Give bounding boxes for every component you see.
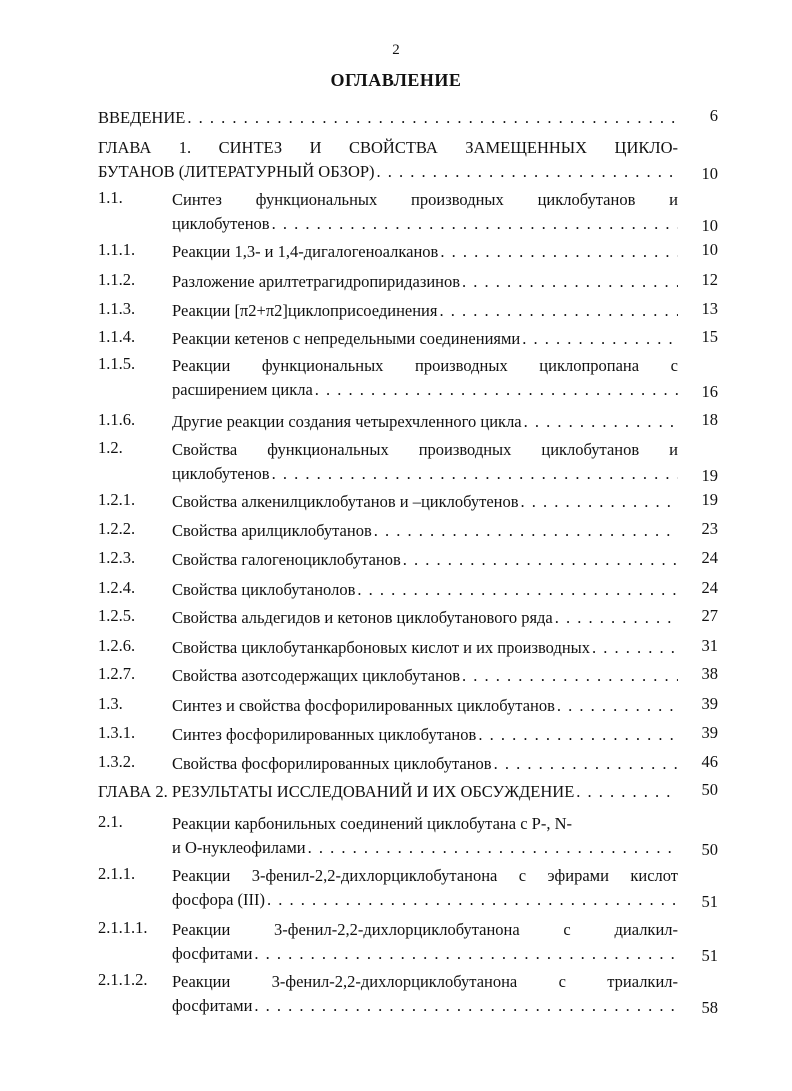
toc-entry-title: Свойства галогеноциклобутанов . . . [172,548,678,572]
toc-entry-page: 10 [701,216,718,235]
toc-entry-number: 1.1.2. [98,270,136,289]
toc-entry-number: 1.3.1. [98,723,136,742]
toc-entry-page: 6 [709,106,718,125]
toc-entry-title: фосфитами . . . [172,942,678,966]
toc-entry-number: 1.1.6. [98,410,136,429]
toc-entry-number: 1.1.3. [98,299,136,318]
toc-entry-page: 58 [701,998,718,1017]
dot-leader [576,780,678,804]
toc-entry-page: 15 [701,327,718,346]
toc-entry-title: Свойства фосфорилированных циклобутанов . . . [172,752,678,776]
dot-leader [439,299,678,323]
toc-entry-page: 10 [701,240,718,259]
toc-entry-number: 1.2.6. [98,636,136,655]
dot-leader [403,548,678,572]
toc-entry-title: Реакции 1,3- и 1,4-дигалогеноалканов . . . [172,240,678,264]
dot-leader [308,836,678,860]
toc-entry-number: 1.2.4. [98,578,136,597]
toc-entry-title: Реакции 3-фенил-2,2-дихлорциклобутанона с эфирами кислот [172,866,678,885]
toc-entry-number: 2.1.1. [98,864,136,883]
toc-entry-title: Синтез фосфорилированных циклобутанов . . . [172,723,678,747]
dot-leader [462,270,678,294]
toc-entry-title: фосфитами . . . [172,994,678,1018]
toc-entry-page: 50 [701,840,718,859]
dot-leader [187,106,678,130]
toc-entry-number: 1.2.7. [98,664,136,683]
toc-entry-title: Свойства азотсодержащих циклобутанов . . . [172,664,678,688]
dot-leader [521,490,678,514]
toc-entry-number: 1.1.5. [98,354,136,373]
toc-entry-title: фосфора (III) . . . [172,888,678,912]
toc-entry-number: 1.3.2. [98,752,136,771]
dot-leader [254,942,678,966]
toc-entry-page: 18 [701,410,718,429]
dot-leader [592,636,678,660]
dot-leader [315,378,678,402]
toc-entry-page: 19 [701,466,718,485]
toc-entry-page: 13 [701,299,718,318]
toc-entry-page: 50 [701,780,718,799]
dot-leader [522,327,678,351]
toc-entry-page: 16 [701,382,718,401]
dot-leader [440,240,678,264]
toc-entry-title: Реакции функциональных производных циклопропана с [172,356,678,375]
dot-leader [524,410,678,434]
toc-entry-title: ГЛАВА 1. СИНТЕЗ И СВОЙСТВА ЗАМЕЩЕННЫХ ЦИКЛО- [98,138,678,157]
toc-entry-page: 38 [701,664,718,683]
toc-entry-page: 39 [701,723,718,742]
toc-entry-title: Разложение арилтетрагидропиридазинов . . . [172,270,678,294]
toc-entry-title: Свойства арилциклобутанов . . . [172,519,678,543]
toc-entry-number: 1.2.5. [98,606,136,625]
toc-entry-title: Реакции 3-фенил-2,2-дихлорциклобутанона с диалкил- [172,920,678,939]
toc-entry-page: 31 [701,636,718,655]
dot-leader [272,462,678,486]
toc-entry-page: 23 [701,519,718,538]
toc-entry-number: 2.1.1.2. [98,970,148,989]
toc-entry-title: циклобутенов . . . [172,212,678,236]
toc-entry-title: Свойства алкенилциклобутанов и –циклобутенов . . . [172,490,678,514]
toc-entry-title: Синтез и свойства фосфорилированных циклобутанов . . . [172,694,678,718]
toc-entry-title: циклобутенов . . . [172,462,678,486]
toc-entry-title: БУТАНОВ (ЛИТЕРАТУРНЫЙ ОБЗОР) . . . [98,160,678,184]
toc-entry-number: 1.2.3. [98,548,136,567]
toc-entry-number: 1.1. [98,188,123,207]
dot-leader [555,606,678,630]
toc-entry-number: 2.1.1.1. [98,918,148,937]
dot-leader [374,519,678,543]
toc-entry-title: и О-нуклеофилами . . . [172,836,678,860]
toc-entry-title: ГЛАВА 2. РЕЗУЛЬТАТЫ ИССЛЕДОВАНИЙ И ИХ ОБСУЖДЕНИЕ . . . [98,780,678,804]
dot-leader [357,578,678,602]
toc-entry-title: Свойства альдегидов и кетонов циклобутанового ряда . . . [172,606,678,630]
toc-entry-title: Свойства функциональных производных циклобутанов и [172,440,678,459]
toc-entry-page: 46 [701,752,718,771]
toc-entry-number: 2.1. [98,812,123,831]
toc-entry-title: Другие реакции создания четырехчленного цикла . . . [172,410,678,434]
dot-leader [557,694,678,718]
dot-leader [494,752,678,776]
toc-entry-page: 12 [701,270,718,289]
dot-leader [478,723,678,747]
toc-entry-title: расширением цикла . . . [172,378,678,402]
toc-entry-number: 1.3. [98,694,123,713]
toc-entry-title: Реакции [π2+π2]циклоприсоединения . . . [172,299,678,323]
toc-entry-page: 51 [701,946,718,965]
toc-entry-page: 10 [701,164,718,183]
toc-entry-title: Реакции кетенов с непредельными соединениями . . . [172,327,678,351]
toc-entry-page: 51 [701,892,718,911]
toc-entry-title: Реакции карбонильных соединений циклобутана с Р-, N- [172,814,572,833]
toc-entry-page: 24 [701,578,718,597]
toc-entry-page: 27 [701,606,718,625]
toc-entry-number: 1.1.4. [98,327,136,346]
dot-leader [272,212,678,236]
page-number: 2 [392,42,400,58]
toc-entry-number: 1.2. [98,438,123,457]
dot-leader [462,664,678,688]
dot-leader [267,888,678,912]
toc-entry-number: 1.2.2. [98,519,136,538]
dot-leader [377,160,678,184]
toc-entry-title: Реакции 3-фенил-2,2-дихлорциклобутанона с триалкил- [172,972,678,991]
toc-entry-number: 1.2.1. [98,490,136,509]
toc-entry-number: 1.1.1. [98,240,136,259]
toc-entry-page: 39 [701,694,718,713]
toc-entry-title: Синтез функциональных производных циклобутанов и [172,190,678,209]
toc-entry-title: Свойства циклобутанолов . . . [172,578,678,602]
toc-entry-page: 24 [701,548,718,567]
toc-entry-title: Свойства циклобутанкарбоновых кислот и их производных . . . [172,636,678,660]
toc-entry-page: 19 [701,490,718,509]
dot-leader [254,994,678,1018]
page-title: ОГЛАВЛЕНИЕ [330,70,462,90]
toc-entry-title: ВВЕДЕНИЕ . . . [98,106,678,130]
